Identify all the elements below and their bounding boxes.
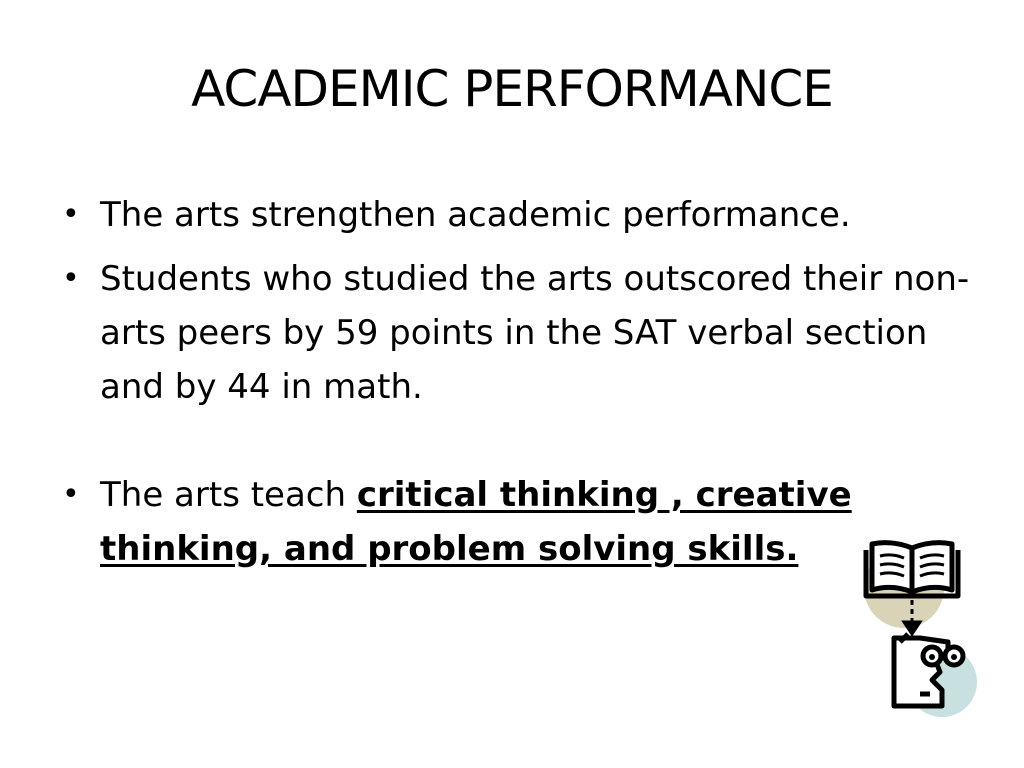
bullet-marker: • [62, 197, 80, 232]
bullet-marker: • [62, 261, 80, 296]
slide-title: ACADEMIC PERFORMANCE [191, 60, 833, 118]
open-book-icon [866, 543, 958, 596]
bullet-marker: • [62, 477, 80, 512]
book-to-thinking-person-icon [856, 530, 982, 726]
bullet-text: The arts teach [100, 475, 357, 515]
bullet-item [56, 252, 986, 414]
bullet-text: Students who studied the arts outscored their non-arts peers by 59 points in the SAT verbal section and by 44 in math. [100, 259, 970, 407]
bullet-list [56, 188, 986, 576]
bullet-emphasis-text: critical thinking , creative thinking, and problem solving skills. [100, 475, 852, 569]
bullet-item [56, 468, 986, 576]
bullet-item [56, 188, 986, 242]
bullet-text: The arts strengthen academic performance. [100, 195, 851, 235]
